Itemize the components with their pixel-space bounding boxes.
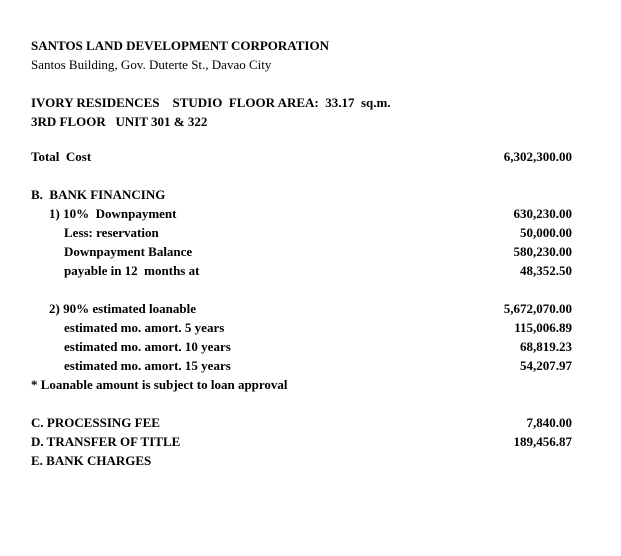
amort-5-years-label: estimated mo. amort. 5 years	[64, 320, 225, 335]
downpayment-balance-amount: 580,230.00	[513, 244, 572, 259]
processing-fee-label: C. PROCESSING FEE	[31, 415, 160, 430]
transfer-of-title-amount: 189,456.87	[513, 434, 572, 449]
amort-10-years-label: estimated mo. amort. 10 years	[64, 339, 231, 354]
loanable-amount: 5,672,070.00	[503, 301, 572, 316]
monthly-payable-amount: 48,352.50	[520, 263, 572, 278]
downpayment-label: 1) 10% Downpayment	[49, 206, 177, 221]
reservation-amount: 50,000.00	[520, 225, 572, 240]
monthly-payable-label: payable in 12 months at	[64, 263, 200, 278]
bank-financing-title: B. BANK FINANCING	[31, 187, 166, 202]
total-cost-amount: 6,302,300.00	[503, 149, 572, 164]
reservation-label: Less: reservation	[64, 225, 159, 240]
amort-5-years-amount: 115,006.89	[514, 320, 572, 335]
property-description: IVORY RESIDENCES STUDIO FLOOR AREA: 33.17 sq.m.	[31, 95, 391, 110]
bank-charges-label: E. BANK CHARGES	[31, 453, 152, 468]
company-name: SANTOS LAND DEVELOPMENT CORPORATION	[31, 38, 329, 53]
amort-10-years-amount: 68,819.23	[520, 339, 572, 354]
amort-15-years-label: estimated mo. amort. 15 years	[64, 358, 231, 373]
total-cost-label: Total Cost	[31, 149, 92, 164]
processing-fee-amount: 7,840.00	[526, 415, 572, 430]
amort-15-years-amount: 54,207.97	[520, 358, 572, 373]
downpayment-balance-label: Downpayment Balance	[64, 244, 193, 259]
loanable-label: 2) 90% estimated loanable	[49, 301, 196, 316]
transfer-of-title-label: D. TRANSFER OF TITLE	[31, 434, 181, 449]
unit-description: 3RD FLOOR UNIT 301 & 322	[31, 114, 208, 129]
loan-approval-note: * Loanable amount is subject to loan approval	[31, 377, 288, 392]
company-address: Santos Building, Gov. Duterte St., Davao City	[31, 57, 272, 72]
downpayment-amount: 630,230.00	[513, 206, 572, 221]
